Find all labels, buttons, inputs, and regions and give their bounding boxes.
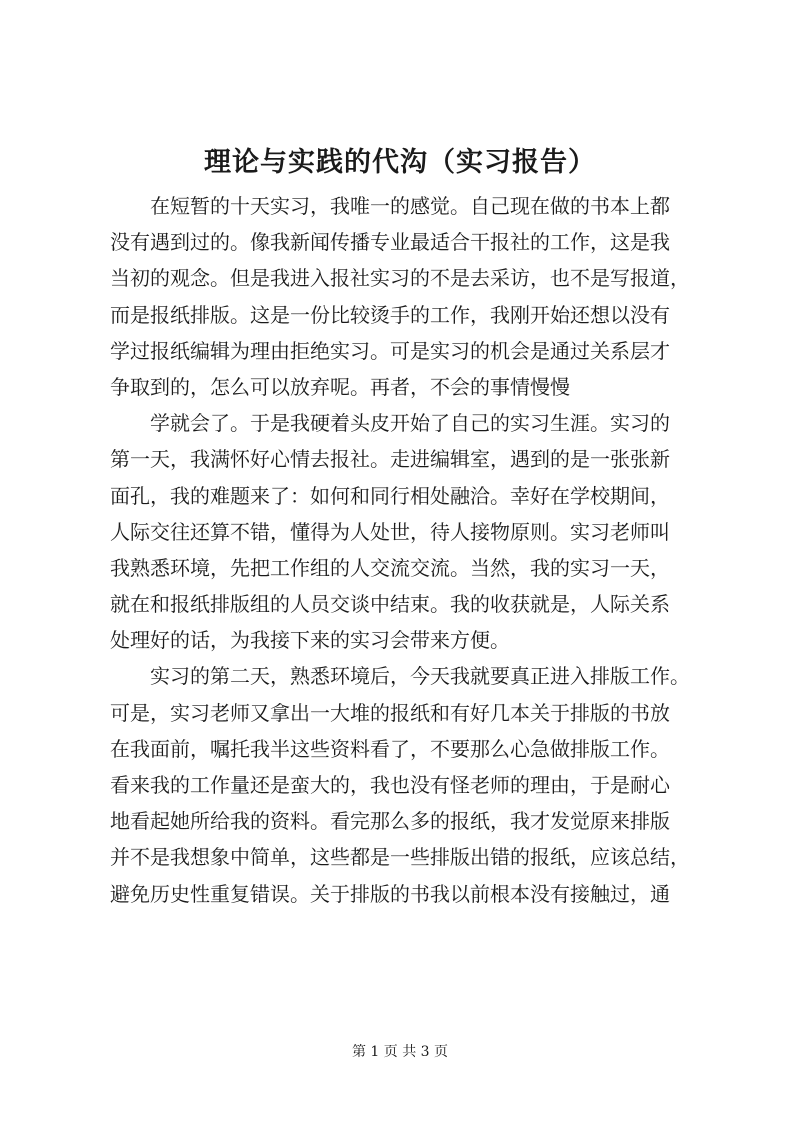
text-line: 实习的第二天，熟悉环境后，今天我就要真正进入排版工作。 <box>150 664 690 689</box>
text-line: 第一天，我满怀好心情去报社。走进编辑室，遇到的是一张张新 <box>110 447 670 472</box>
text-line: 学过报纸编辑为理由拒绝实习。可是实习的机会是通过关系层才 <box>110 338 670 363</box>
text-line: 人际交往还算不错，懂得为人处世，待人接物原则。实习老师叫 <box>110 519 670 544</box>
document-body <box>110 188 700 912</box>
text-line: 地看起她所给我的资料。看完那么多的报纸，我才发觉原来排版 <box>110 809 670 834</box>
text-line: 当初的观念。但是我进入报社实习的不是去采访，也不是写报道， <box>110 266 690 291</box>
text-line: 在短暂的十天实习，我唯一的感觉。自己现在做的书本上都 <box>150 194 670 218</box>
text-line: 没有遇到过的。像我新闻传播专业最适合干报社的工作，这是我 <box>110 230 670 255</box>
paragraph-3 <box>110 658 700 911</box>
text-line: 我熟悉环境，先把工作组的人交流交流。当然，我的实习一天， <box>110 555 670 580</box>
text-line: 争取到的，怎么可以放弃呢。再者，不会的事情慢慢 <box>110 374 570 399</box>
paragraph-2 <box>110 405 700 658</box>
text-line: 学就会了。于是我硬着头皮开始了自己的实习生涯。实习的 <box>150 411 670 436</box>
page-footer: 第 1 页 共 3 页 <box>351 1044 449 1060</box>
text-line: 避免历史性重复错误。关于排版的书我以前根本没有接触过，通 <box>110 881 670 906</box>
text-line: 就在和报纸排版组的人员交谈中结束。我的收获就是，人际关系 <box>110 592 670 617</box>
text-line: 并不是我想象中简单，这些都是一些排版出错的报纸，应该总结， <box>110 845 690 870</box>
document-title: 理论与实践的代沟（实习报告） <box>204 147 596 178</box>
text-line: 而是报纸排版。这是一份比较烫手的工作，我刚开始还想以没有 <box>110 302 670 327</box>
paragraph-1 <box>110 188 700 405</box>
text-line: 可是，实习老师又拿出一大堆的报纸和有好几本关于排版的书放 <box>110 700 670 725</box>
text-line: 看来我的工作量还是蛮大的，我也没有怪老师的理由，于是耐心 <box>110 773 670 797</box>
text-line: 处理好的话，为我接下来的实习会带来方便。 <box>110 628 510 653</box>
text-line: 在我面前，嘱托我半这些资料看了，不要那么心急做排版工作。 <box>110 736 670 761</box>
text-line: 面孔，我的难题来了：如何和同行相处融洽。幸好在学校期间， <box>110 483 670 508</box>
